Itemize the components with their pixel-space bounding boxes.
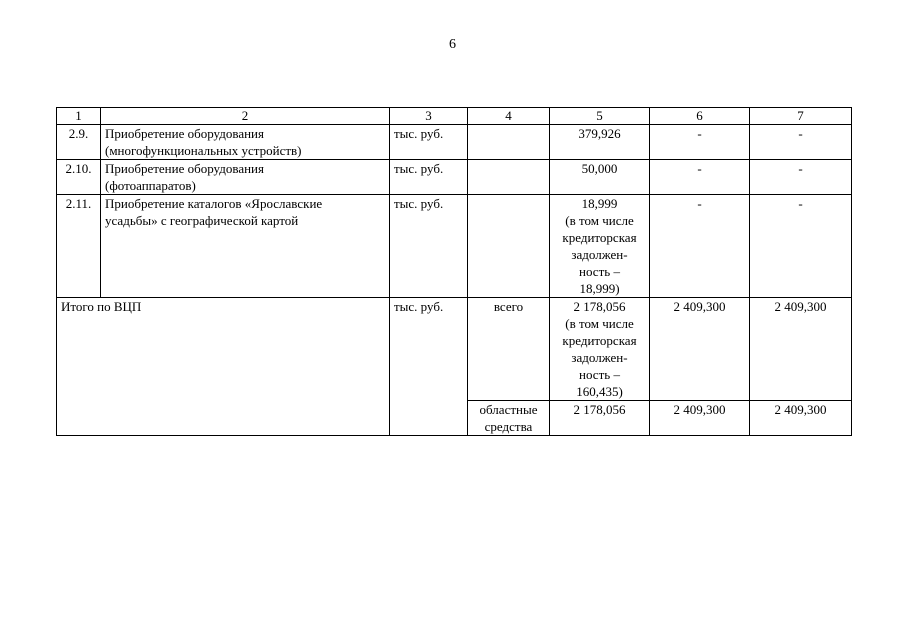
- row-value-6: -: [650, 160, 750, 195]
- total-row: [57, 298, 852, 401]
- table-row: [57, 160, 852, 195]
- row-source: [468, 160, 550, 195]
- total-source: всего: [468, 298, 550, 401]
- total-value-6: 2 409,300: [650, 298, 750, 401]
- header-cell: 1: [57, 108, 101, 125]
- total-value-5: 2 178,056: [550, 401, 650, 436]
- row-number: 2.10.: [57, 160, 101, 195]
- total-value-7: 2 409,300: [750, 298, 852, 401]
- row-number: 2.9.: [57, 125, 101, 160]
- row-unit: тыс. руб.: [390, 160, 468, 195]
- row-name: Приобретение каталогов «Ярославские усадьбы» с географической картой: [101, 195, 390, 298]
- row-value-7: -: [750, 125, 852, 160]
- row-value-7: -: [750, 160, 852, 195]
- total-value-6: 2 409,300: [650, 401, 750, 436]
- total-label: Итого по ВЦП: [57, 298, 390, 436]
- table-row: [57, 195, 852, 298]
- row-name: Приобретение оборудования (фотоаппаратов): [101, 160, 390, 195]
- budget-table: [56, 107, 852, 436]
- header-cell: 3: [390, 108, 468, 125]
- header-cell: 6: [650, 108, 750, 125]
- row-unit: тыс. руб.: [390, 195, 468, 298]
- row-source: [468, 125, 550, 160]
- row-value-6: -: [650, 195, 750, 298]
- row-value-7: -: [750, 195, 852, 298]
- table-row: [57, 125, 852, 160]
- header-cell: 7: [750, 108, 852, 125]
- row-source: [468, 195, 550, 298]
- row-value-5: 50,000: [550, 160, 650, 195]
- row-name: Приобретение оборудования (многофункциональных устройств): [101, 125, 390, 160]
- row-unit: тыс. руб.: [390, 125, 468, 160]
- header-cell: 4: [468, 108, 550, 125]
- total-source: областные средства: [468, 401, 550, 436]
- row-value-6: -: [650, 125, 750, 160]
- page-number: 6: [449, 37, 456, 52]
- row-value-5: 18,999 (в том числе кредиторская задолжен- ность – 18,999): [550, 195, 650, 298]
- table-header-row: [57, 108, 852, 125]
- row-value-5: 379,926: [550, 125, 650, 160]
- row-number: 2.11.: [57, 195, 101, 298]
- total-unit: тыс. руб.: [390, 298, 468, 436]
- total-value-5: 2 178,056 (в том числе кредиторская задолжен- ность – 160,435): [550, 298, 650, 401]
- total-value-7: 2 409,300: [750, 401, 852, 436]
- header-cell: 5: [550, 108, 650, 125]
- header-cell: 2: [101, 108, 390, 125]
